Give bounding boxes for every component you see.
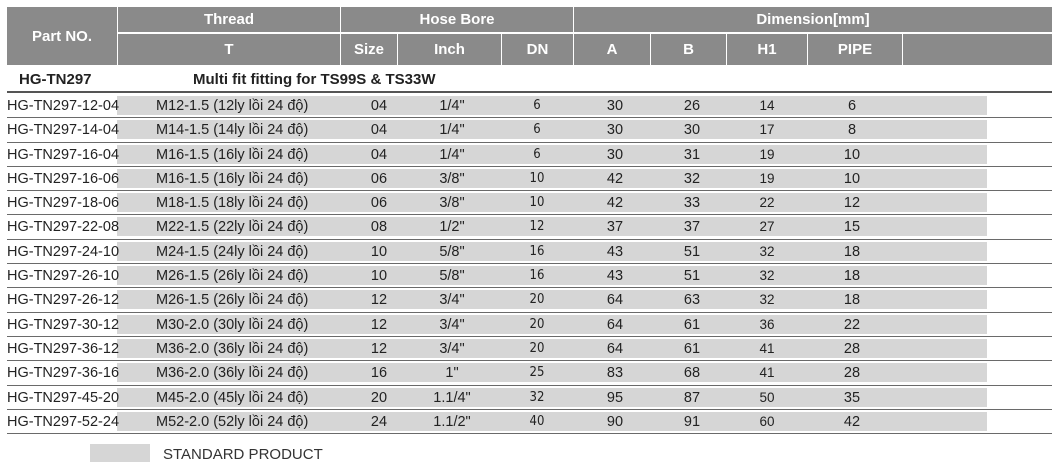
cell-dn: 40 <box>529 413 545 429</box>
cell-pipe: 15 <box>843 219 861 236</box>
cell-size: 10 <box>370 243 388 260</box>
cell-thread: M26-1.5 (26ly lồi 24 độ) <box>156 292 309 309</box>
legend-label: STANDARD PRODUCT <box>163 446 323 463</box>
cell-part: HG-TN297-30-12 <box>7 316 120 333</box>
cell-part: HG-TN297-12-04 <box>7 98 120 114</box>
cell-size: 16 <box>370 365 388 382</box>
cell-b: 61 <box>683 316 701 333</box>
legend-swatch <box>90 444 150 462</box>
cell-pipe: 18 <box>843 268 861 285</box>
header-hose-bore: Hose Bore <box>341 7 573 33</box>
cell-inch: 5/8" <box>439 268 465 285</box>
cell-inch: 1/4" <box>439 98 465 114</box>
cell-b: 51 <box>683 268 701 285</box>
cell-a: 90 <box>606 413 624 430</box>
cell-b: 26 <box>683 98 701 114</box>
table-row <box>7 118 1052 142</box>
cell-size: 12 <box>370 292 388 309</box>
cell-dn: 10 <box>529 170 545 186</box>
cell-size: 24 <box>370 413 388 430</box>
cell-inch: 1/4" <box>439 146 465 163</box>
cell-pipe: 8 <box>847 122 857 139</box>
cell-pipe: 18 <box>843 292 861 309</box>
table-row <box>7 264 1052 288</box>
cell-inch: 3/8" <box>439 195 465 212</box>
cell-pipe: 18 <box>843 243 861 260</box>
cell-thread: M16-1.5 (16ly lồi 24 độ) <box>156 146 309 163</box>
cell-b: 87 <box>683 389 701 406</box>
cell-pipe: 10 <box>843 170 861 187</box>
cell-thread: M14-1.5 (14ly lồi 24 độ) <box>156 122 309 139</box>
cell-thread: M16-1.5 (16ly lồi 24 độ) <box>156 170 309 187</box>
cell-part: HG-TN297-26-10 <box>7 268 120 285</box>
header-thread-t: T <box>118 34 340 65</box>
cell-h1: 17 <box>759 122 775 138</box>
cell-h1: 19 <box>759 170 775 186</box>
cell-a: 30 <box>606 146 624 163</box>
cell-b: 31 <box>683 146 701 163</box>
cell-pipe: 6 <box>847 98 857 114</box>
cell-thread: M26-1.5 (26ly lồi 24 độ) <box>156 268 309 285</box>
cell-a: 30 <box>606 122 624 139</box>
cell-dn: 12 <box>529 219 545 235</box>
cell-a: 43 <box>606 268 624 285</box>
table-row <box>7 288 1052 312</box>
header-h1: H1 <box>727 34 807 65</box>
cell-thread: M24-1.5 (24ly lồi 24 độ) <box>156 243 309 260</box>
cell-pipe: 28 <box>843 365 861 382</box>
cell-a: 95 <box>606 389 624 406</box>
cell-h1: 27 <box>759 219 775 235</box>
cell-b: 33 <box>683 195 701 212</box>
cell-a: 37 <box>606 219 624 236</box>
cell-pipe: 42 <box>843 413 861 430</box>
cell-a: 30 <box>606 98 624 114</box>
cell-size: 10 <box>370 268 388 285</box>
table-row <box>7 240 1052 264</box>
header-pipe: PIPE <box>808 34 902 65</box>
cell-a: 42 <box>606 195 624 212</box>
cell-dn: 6 <box>533 98 541 113</box>
header-dimension: Dimension[mm] <box>574 7 1052 33</box>
cell-dn: 20 <box>529 340 545 356</box>
cell-h1: 22 <box>759 195 775 211</box>
cell-pipe: 22 <box>843 316 861 333</box>
cell-pipe: 35 <box>843 389 861 406</box>
cell-thread: M52-2.0 (52ly lồi 24 độ) <box>156 413 309 430</box>
cell-b: 61 <box>683 340 701 357</box>
cell-h1: 32 <box>759 243 775 259</box>
table-row <box>7 410 1052 434</box>
header-blank <box>903 34 1052 65</box>
cell-part: HG-TN297-26-12 <box>7 292 120 309</box>
cell-size: 20 <box>370 389 388 406</box>
table-row <box>7 143 1052 167</box>
cell-thread: M45-2.0 (45ly lồi 24 độ) <box>156 389 309 406</box>
cell-b: 91 <box>683 413 701 430</box>
cell-inch: 3/8" <box>439 170 465 187</box>
cell-thread: M18-1.5 (18ly lồi 24 độ) <box>156 195 309 212</box>
cell-part: HG-TN297-36-16 <box>7 365 120 382</box>
header-b: B <box>651 34 726 65</box>
row-divider <box>7 433 1052 434</box>
cell-part: HG-TN297-24-10 <box>7 243 120 260</box>
cell-inch: 1.1/4" <box>433 389 471 406</box>
cell-h1: 32 <box>759 292 775 308</box>
cell-h1: 19 <box>759 146 775 162</box>
cell-thread: M36-2.0 (36ly lồi 24 độ) <box>156 340 309 357</box>
cell-pipe: 12 <box>843 195 861 212</box>
table-row <box>7 386 1052 410</box>
cell-a: 64 <box>606 340 624 357</box>
cell-thread: M12-1.5 (12ly lồi 24 độ) <box>156 98 309 114</box>
cell-b: 51 <box>683 243 701 260</box>
header-dn: DN <box>502 34 573 65</box>
cell-size: 06 <box>370 195 388 212</box>
cell-b: 68 <box>683 365 701 382</box>
cell-part: HG-TN297-36-12 <box>7 340 120 357</box>
cell-dn: 32 <box>529 389 545 405</box>
header-size: Size <box>341 34 397 65</box>
cell-inch: 1/2" <box>439 219 465 236</box>
cell-a: 42 <box>606 170 624 187</box>
cell-pipe: 10 <box>843 146 861 163</box>
cell-pipe: 28 <box>843 340 861 357</box>
table-header <box>7 7 1052 65</box>
cell-h1: 60 <box>759 413 775 429</box>
cell-size: 04 <box>370 98 388 114</box>
cell-thread: M22-1.5 (22ly lồi 24 độ) <box>156 219 309 236</box>
cell-h1: 36 <box>759 316 775 332</box>
cell-part: HG-TN297-16-06 <box>7 170 120 187</box>
cell-size: 04 <box>370 146 388 163</box>
table-row <box>7 167 1052 191</box>
cell-a: 64 <box>606 316 624 333</box>
cell-inch: 5/8" <box>439 243 465 260</box>
cell-part: HG-TN297-52-24 <box>7 413 120 430</box>
table-row <box>7 94 1052 118</box>
cell-dn: 16 <box>529 268 545 284</box>
cell-size: 06 <box>370 170 388 187</box>
cell-part: HG-TN297-22-08 <box>7 219 120 236</box>
cell-h1: 32 <box>759 268 775 284</box>
cell-inch: 1.1/2" <box>433 413 471 430</box>
cell-part: HG-TN297-14-04 <box>7 122 120 139</box>
cell-h1: 50 <box>759 389 775 405</box>
cell-thread: M36-2.0 (36ly lồi 24 độ) <box>156 365 309 382</box>
header-inch: Inch <box>398 34 501 65</box>
cell-b: 63 <box>683 292 701 309</box>
cell-b: 30 <box>683 122 701 139</box>
cell-b: 37 <box>683 219 701 236</box>
header-thread: Thread <box>118 7 340 33</box>
cell-dn: 20 <box>529 316 545 332</box>
cell-h1: 41 <box>759 365 775 381</box>
cell-a: 64 <box>606 292 624 309</box>
section-description: Multi fit fitting for TS99S & TS33W <box>193 71 436 88</box>
cell-a: 83 <box>606 365 624 382</box>
header-a: A <box>574 34 650 65</box>
cell-h1: 14 <box>759 98 775 113</box>
section-row <box>7 69 1052 93</box>
cell-dn: 16 <box>529 243 545 259</box>
cell-size: 04 <box>370 122 388 139</box>
cell-a: 43 <box>606 243 624 260</box>
cell-b: 32 <box>683 170 701 187</box>
cell-dn: 10 <box>529 195 545 211</box>
cell-inch: 1/4" <box>439 122 465 139</box>
table-row <box>7 361 1052 385</box>
cell-part: HG-TN297-45-20 <box>7 389 120 406</box>
cell-inch: 3/4" <box>439 316 465 333</box>
cell-dn: 6 <box>533 122 541 138</box>
cell-h1: 41 <box>759 340 775 356</box>
cell-part: HG-TN297-18-06 <box>7 195 120 212</box>
section-code: HG-TN297 <box>19 71 92 88</box>
cell-inch: 1" <box>445 365 459 382</box>
table-row <box>7 337 1052 361</box>
cell-dn: 6 <box>533 146 541 162</box>
cell-size: 12 <box>370 316 388 333</box>
cell-inch: 3/4" <box>439 292 465 309</box>
cell-size: 08 <box>370 219 388 236</box>
table-row <box>7 191 1052 215</box>
table-row <box>7 313 1052 337</box>
cell-dn: 25 <box>529 365 545 381</box>
cell-part: HG-TN297-16-04 <box>7 146 120 163</box>
cell-dn: 20 <box>529 292 545 308</box>
table-body <box>7 94 1052 434</box>
cell-size: 12 <box>370 340 388 357</box>
header-part-no: Part NO. <box>7 7 117 65</box>
cell-thread: M30-2.0 (30ly lồi 24 độ) <box>156 316 309 333</box>
cell-inch: 3/4" <box>439 340 465 357</box>
table-row <box>7 215 1052 239</box>
